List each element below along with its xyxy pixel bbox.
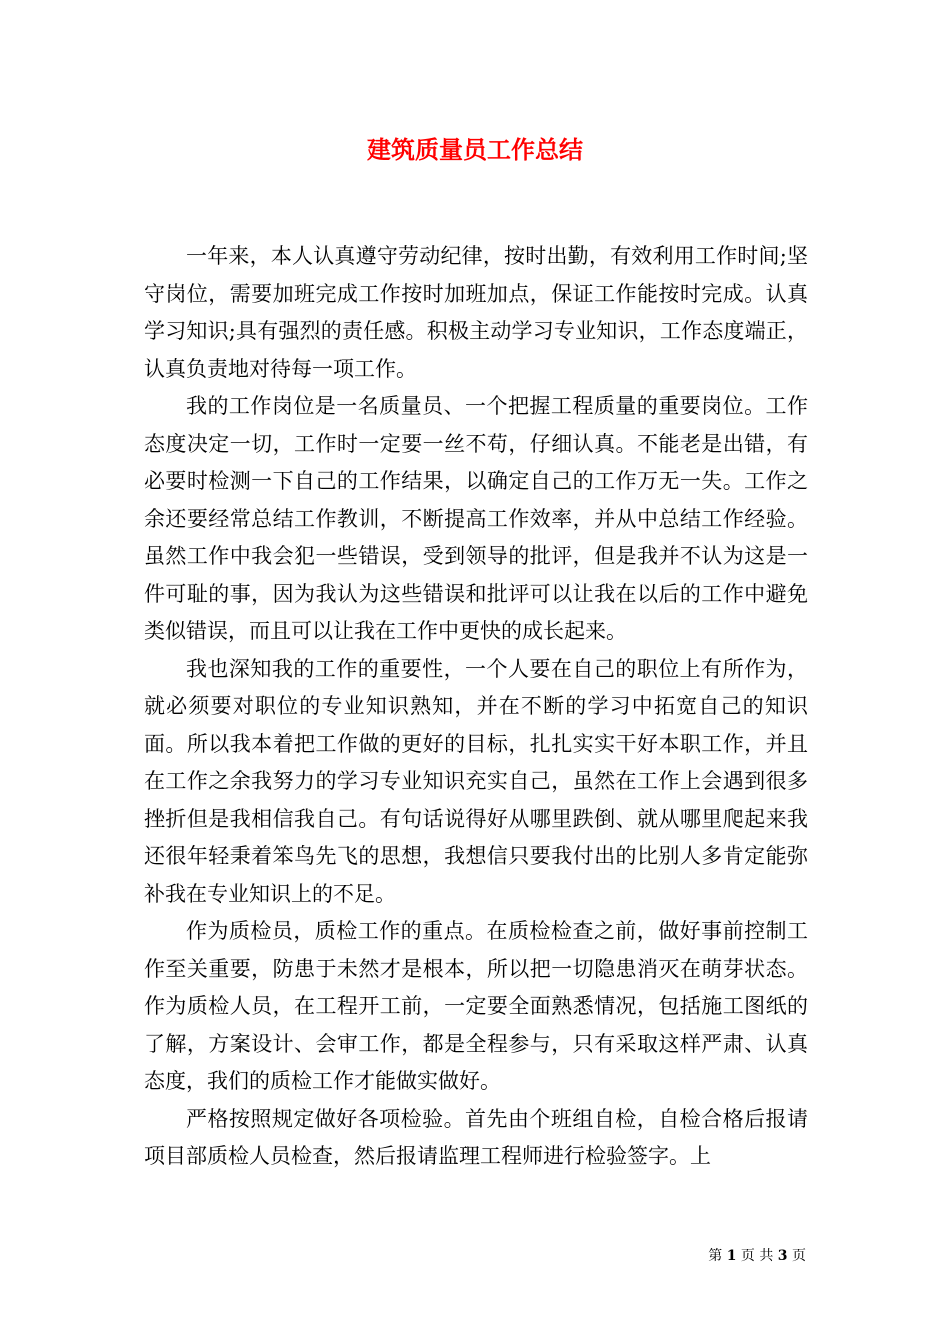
- footer-page-number: 1: [726, 1248, 737, 1264]
- page-footer: [708, 1247, 806, 1265]
- document-title: 建筑质量员工作总结: [367, 135, 583, 164]
- footer-suffix: 页: [792, 1248, 806, 1264]
- footer-prefix: 第: [708, 1248, 723, 1264]
- paragraph-2: 我的工作岗位是一名质量员、一个把握工程质量的重要岗位。工作态度决定一切，工作时一定要一丝不苟，仔细认真。不能老是出错，有必要时检测一下自己的工作结果，以确定自己的工作万无一失。工作之余还要经常总结工作教训，不断提高工作效率，并从中总结工作经验。虽然工作中我会犯一些错误，受到领导的批评，但是我并不认为这是一件可耻的事，因为我认为这些错误和批评可以让我在以后的工作中避免类似错误，而且可以让我在工作中更快的成长起来。: [144, 394, 808, 643]
- paragraph-4: 作为质检员，质检工作的重点。在质检检查之前，做好事前控制工作至关重要，防患于未然才是根本，所以把一切隐患消灭在萌芽状态。作为质检人员，在工程开工前，一定要全面熟悉情况，包括施工图纸的了解，方案设计、会审工作，都是全程参与，只有采取这样严肃、认真态度，我们的质检工作才能做实做好。: [144, 919, 808, 1093]
- paragraph-5: 严格按照规定做好各项检验。首先由个班组自检，自检合格后报请项目部质检人员检查，然后报请监理工程师进行检验签字。上: [144, 1106, 808, 1168]
- paragraph-1: 一年来，本人认真遵守劳动纪律，按时出勤，有效利用工作时间;坚守岗位，需要加班完成工作按时加班加点，保证工作能按时完成。认真学习知识;具有强烈的责任感。积极主动学习专业知识，工作态度端正，认真负责地对待每一项工作。: [144, 244, 808, 381]
- paragraph-3: 我也深知我的工作的重要性，一个人要在自己的职位上有所作为，就必须要对职位的专业知识熟知，并在不断的学习中拓宽自己的知识面。所以我本着把工作做的更好的目标，扎扎实实干好本职工作，并且在工作之余我努力的学习专业知识充实自己，虽然在工作上会遇到很多挫折但是我相信我自己。有句话说得好从哪里跌倒、就从哪里爬起来我还很年轻秉着笨鸟先飞的思想，我想信只要我付出的比别人多肯定能弥补我在专业知识上的不足。: [144, 656, 808, 906]
- footer-middle: 页 共: [740, 1248, 774, 1264]
- footer-total-pages: 3: [777, 1248, 788, 1264]
- document-body: [144, 238, 808, 1176]
